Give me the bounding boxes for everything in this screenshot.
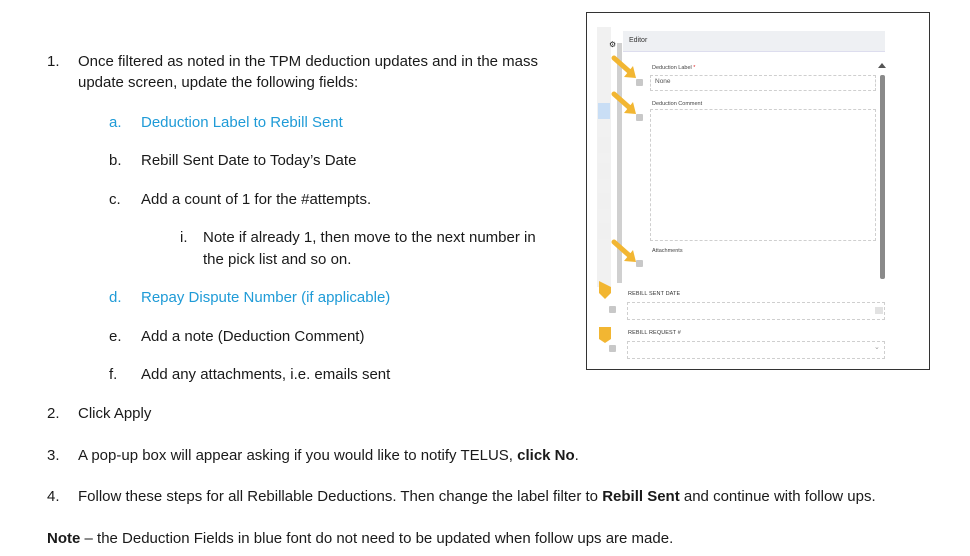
checkbox-rebill-request[interactable] (609, 345, 616, 352)
step-1-text-line2: update screen, update the following fields: (78, 74, 359, 91)
calendar-icon[interactable] (875, 307, 883, 314)
arrow-icon (611, 55, 639, 81)
substep-d-letter: d. (109, 289, 122, 306)
step-2-number: 2. (47, 405, 60, 422)
substep-f-text: Add any attachments, i.e. emails sent (141, 366, 391, 383)
arrow-icon (611, 239, 639, 265)
substep-b-letter: b. (109, 152, 122, 169)
substep-b-text: Rebill Sent Date to Today’s Date (141, 152, 357, 169)
checkbox-rebill-sent-date[interactable] (609, 306, 616, 313)
attachments-label: Attachments (652, 248, 683, 254)
step-4-text-bold: Rebill Sent (602, 488, 680, 505)
step-3-text-post: . (574, 447, 579, 464)
step-4-text-post: and continue with follow ups. (679, 488, 876, 505)
side-tile (598, 163, 610, 179)
editor-header (623, 31, 885, 52)
gear-icon: ⚙ (609, 40, 617, 49)
note-bold: Note (47, 530, 81, 547)
rebill-request-label: REBILL REQUEST # (628, 330, 681, 336)
scroll-up-icon[interactable] (878, 63, 886, 68)
step-2-text: Click Apply (78, 405, 152, 422)
rebill-sent-date-field[interactable] (627, 302, 885, 320)
deduction-comment-textarea[interactable] (650, 109, 876, 241)
substep-f-letter: f. (109, 366, 118, 383)
subsub-i-text-line2: the pick list and so on. (203, 251, 352, 268)
arrow-icon (595, 323, 615, 345)
side-tile-selected (598, 103, 610, 119)
step-3-text (78, 446, 579, 466)
rebill-sent-date-label: REBILL SENT DATE (628, 291, 681, 297)
subsub-i-text-line1: Note if already 1, then move to the next number in (203, 229, 536, 246)
step-3-text-pre: A pop-up box will appear asking if you would like to notify TELUS, (78, 447, 518, 464)
substep-c-text: Add a count of 1 for the #attempts. (141, 191, 372, 208)
step-1-number: 1. (47, 53, 60, 70)
left-strip (597, 27, 611, 287)
note-text (47, 529, 673, 549)
editor-title: Editor (629, 37, 648, 44)
step-1-text-line1: Once filtered as noted in the TPM deduction updates and in the mass (78, 53, 539, 70)
step-4-number: 4. (47, 488, 60, 505)
substep-d-text: Repay Dispute Number (if applicable) (141, 289, 391, 306)
substep-a-letter: a. (109, 114, 122, 131)
step-4-text (78, 487, 876, 507)
deduction-label-text: Deduction Label (652, 65, 692, 71)
deduction-comment-label: Deduction Comment (652, 101, 703, 107)
note-body: – the Deduction Fields in blue font do not need to be updated when follow ups are made. (80, 530, 674, 547)
step-3-number: 3. (47, 447, 60, 464)
arrow-icon (611, 91, 639, 117)
step-4-text-pre: Follow these steps for all Rebillable Deductions. Then change the label filter to (78, 488, 603, 505)
side-tile (598, 223, 610, 239)
arrow-icon (595, 279, 615, 301)
chevron-down-icon: ⌄ (874, 344, 880, 351)
substep-e-letter: e. (109, 328, 122, 345)
rebill-request-field[interactable] (627, 341, 885, 359)
editor-screenshot (586, 12, 930, 370)
step-3-text-bold: click No (517, 447, 575, 464)
side-tile (598, 137, 610, 153)
required-mark: * (693, 65, 696, 71)
substep-c-letter: c. (109, 191, 121, 208)
subsub-i-number: i. (180, 229, 188, 246)
editor-scrollbar[interactable] (880, 75, 885, 279)
substep-a-text: Deduction Label to Rebill Sent (141, 114, 343, 131)
deduction-label-select[interactable]: None (650, 75, 876, 91)
substep-e-text: Add a note (Deduction Comment) (141, 328, 365, 345)
side-tile (598, 193, 610, 209)
deduction-label-label (652, 65, 695, 71)
